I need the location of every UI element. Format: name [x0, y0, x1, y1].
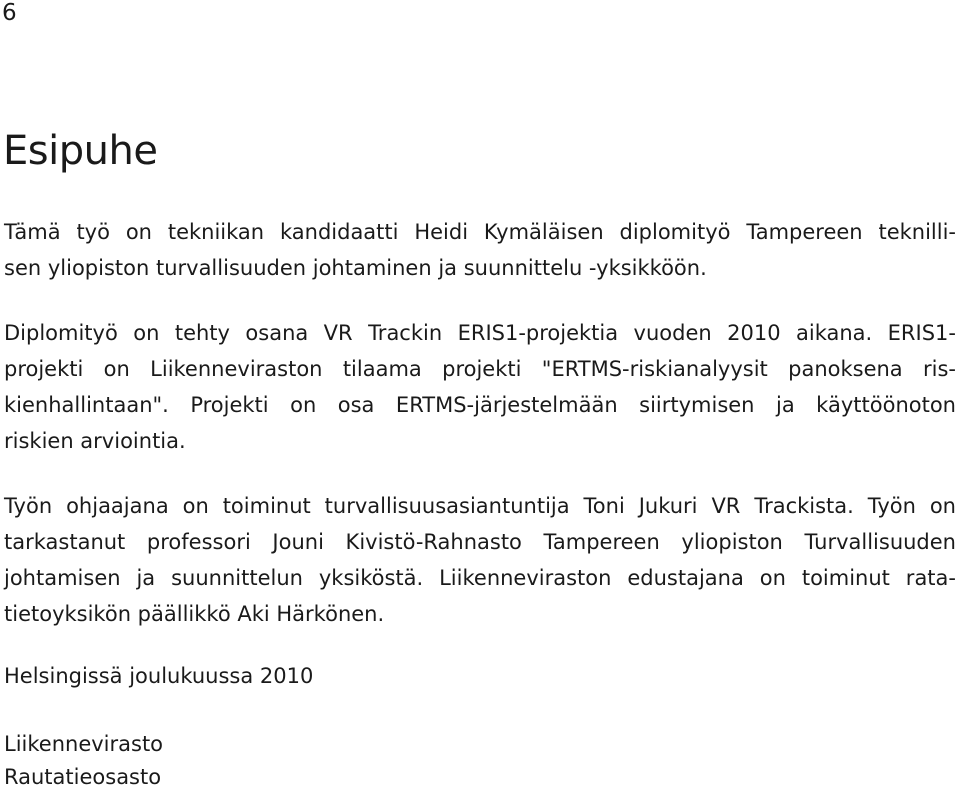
paragraph-1-line-1: Tämä työ on tekniikan kandidaatti Heidi Kymäläisen diplomityö Tampereen teknilli-: [4, 220, 956, 244]
signature-block: [4, 726, 960, 795]
page-number: 6: [2, 0, 17, 26]
paragraph-3-line-4: tietoyksikön päällikkö Aki Härkönen.: [4, 602, 385, 626]
place-date-text: Helsingissä joulukuussa 2010: [4, 664, 314, 688]
place-date: [4, 658, 960, 694]
paragraph-2-line-3: kienhallintaan". Projekti on osa ERTMS-järjestelmään siirtymisen ja käyttöönoton: [4, 393, 956, 417]
paragraph-3-line-2: tarkastanut professori Jouni Kivistö-Rahnasto Tampereen yliopiston Turvallisuuden: [4, 530, 956, 554]
paragraph-2-line-2: projekti on Liikenneviraston tilaama projekti "ERTMS-riskianalyysit panoksena ris-: [4, 357, 956, 381]
paragraph-3-line-1: Työn ohjaajana on toiminut turvallisuusasiantuntija Toni Jukuri VR Trackista. Työn on: [4, 494, 956, 518]
signature-department: Rautatieosasto: [4, 765, 162, 789]
page-title: Esipuhe: [3, 128, 158, 174]
paragraph-1-line-2: sen yliopiston turvallisuuden johtaminen ja suunnittelu -yksikköön.: [4, 256, 707, 280]
paragraph-1: [4, 214, 960, 286]
paragraph-2: [4, 315, 960, 459]
paragraph-3: [4, 488, 960, 632]
paragraph-3-line-3: johtamisen ja suunnittelun yksiköstä. Liikenneviraston edustajana on toiminut rata-: [4, 566, 956, 590]
paragraph-2-line-1: Diplomityö on tehty osana VR Trackin ERIS1-projektia vuoden 2010 aikana. ERIS1-: [4, 321, 956, 345]
signature-organization: Liikennevirasto: [4, 732, 164, 756]
paragraph-2-line-4: riskien arviointia.: [4, 429, 186, 453]
